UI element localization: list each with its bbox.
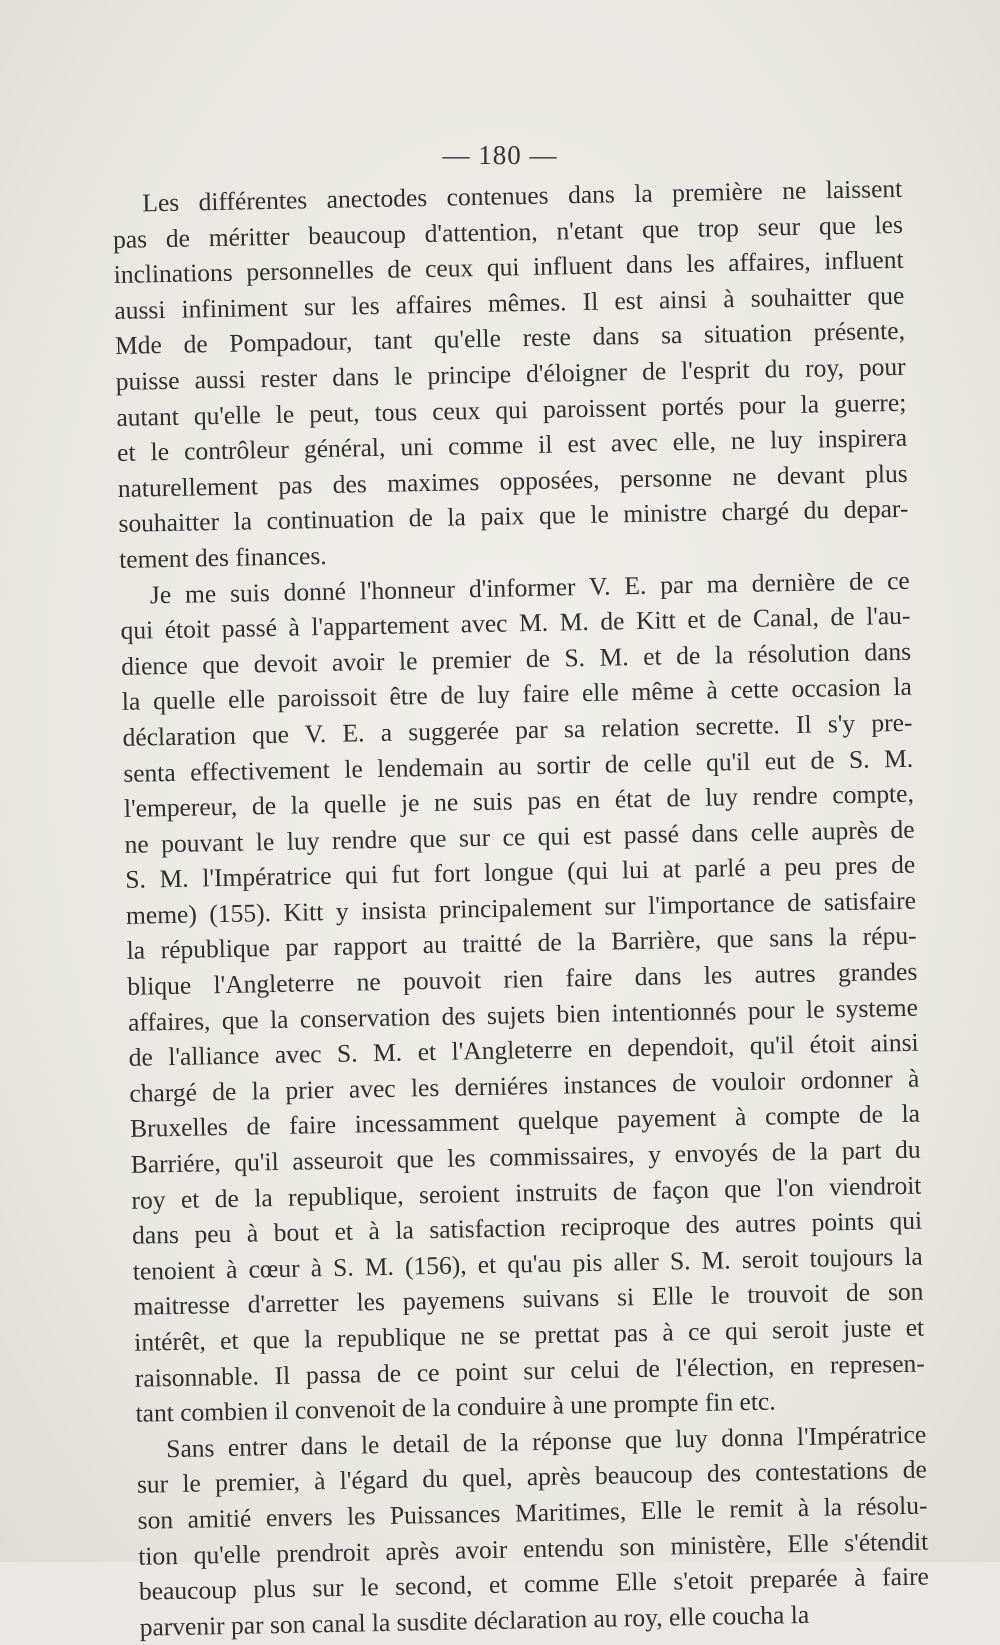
text-line: raisonnable. Il passa de ce point sur celui de l'élection, en represen- (134, 1348, 926, 1393)
text-line: tion qu'elle prendroit après avoir entendu son ministère, Elle s'étendit (138, 1526, 929, 1571)
text-line: ne pouvant le luy rendre que sur ce qui est passé dans celle auprès de (124, 814, 915, 859)
text-line: et le contrôleur général, uni comme il est avec elle, ne luy inspirera (116, 422, 908, 468)
text-line: tant combien il convenoit de la conduire à une prompte fin etc. (135, 1386, 776, 1428)
text-line: pas de méritter beaucoup d'attention, n'etant que trop seur que les (112, 209, 904, 254)
text-line: inclinations personnelles de ceux qui influent dans les affaires, influent (113, 245, 904, 290)
paragraph (136, 1416, 930, 1645)
text-line: roy et de la republique, seroient instruits de façon que l'on viendroit (131, 1170, 922, 1215)
body-text (112, 171, 930, 1645)
text-line: affaires, que la conservation des sujets bien intentionnés pour le systeme (127, 992, 919, 1037)
text-line: dans peu à bout et à la satisfaction reciproque des autres points qui (131, 1205, 923, 1251)
text-line: Mde de Pompadour, tant qu'elle reste dans sa situation présente, (114, 316, 906, 361)
text-line: parvenir par son canal la susdite déclaration au roy, elle coucha la (139, 1599, 810, 1642)
text-line: blique l'Angleterre ne pouvoit rien faire dans les autres grandes (127, 956, 918, 1001)
text-line: intérêt, et que la republique ne se prettat pas à ce qui seroit juste et (133, 1312, 925, 1357)
text-line: son amitié envers les Puissances Maritimes, Elle le remit à la résolu- (137, 1490, 928, 1535)
text-line: naturellement pas des maximes opposées, personne ne devant plus (117, 458, 908, 503)
text-line: puisse aussi rester dans le principe d'éloigner de l'esprit du roy, pour (115, 351, 906, 396)
paragraph (120, 562, 926, 1431)
text-line: souhaitter la continuation de la paix que le ministre chargé du depar- (118, 494, 909, 539)
text-line: déclaration que V. E. a suggerée par sa relation secrette. Il s'y pre- (122, 707, 913, 752)
text-line: aussi infiniment sur les affaires mêmes. Il est ainsi à souhaitter que (114, 280, 905, 325)
text-line: Sans entrer dans le detail de la réponse que luy donna l'Impératrice (165, 1419, 927, 1463)
text-line: Je me suis donné l'honneur d'informer V. E. par ma dernière de ce (149, 565, 910, 609)
text-line: tement des finances. (118, 540, 327, 574)
text-line: l'empereur, de la quelle je ne suis pas en état de luy rendre compte, (123, 778, 915, 823)
text-line: de l'alliance avec S. M. et l'Angleterre en dependoit, qu'il étoit ainsi (128, 1027, 919, 1073)
text-line: senta effectivement le lendemain au sortir de celle qu'il eut de S. M. (122, 743, 914, 788)
text-line: maitresse d'arretter les payemens suivans si Elle le trouvoit de son (133, 1277, 924, 1322)
text-line: beaucoup plus sur le second, et comme Elle s'etoit preparée à faire (138, 1561, 930, 1606)
text-line: meme) (155). Kitt y insista principalement sur l'importance de satisfaire (125, 885, 917, 930)
page-number: — 180 — (442, 140, 558, 170)
text-line: S. M. l'Impératrice qui fut fort longue (qui lui at parlé a peu pres de (125, 849, 916, 895)
text-line: la république par rapport au traitté de la Barrière, que sans la répu- (126, 921, 917, 966)
text-line: Bruxelles de faire incessamment quelque payement à compte de la (129, 1099, 921, 1144)
text-line: qui étoit passé à l'appartement avec M. M. de Kitt et de Canal, de l'au- (120, 600, 911, 646)
text-line: Les différentes anectodes contenues dans la première ne laissent (142, 173, 903, 218)
text-line: dience que devoit avoir le premier de S. M. et de la résolution dans (120, 636, 912, 681)
text-line: sur le premier, à l'égard du quel, après beaucoup des contestations de (136, 1454, 928, 1500)
text-line: la quelle elle paroissoit être de luy faire elle même à cette occasion la (121, 672, 913, 717)
text-line: tenoient à cœur à S. M. (156), et qu'au pis aller S. M. seroit toujours la (132, 1241, 923, 1286)
text-line: Barriére, qu'il asseuroit que les commissaires, y envoyés de la part du (130, 1134, 921, 1179)
text-line: autant qu'elle le peut, tous ceux qui paroissent portés pour la guerre; (116, 387, 907, 432)
paragraph (112, 171, 909, 578)
text-line: chargé de la prier avec les derniéres instances de vouloir ordonner à (129, 1063, 920, 1108)
